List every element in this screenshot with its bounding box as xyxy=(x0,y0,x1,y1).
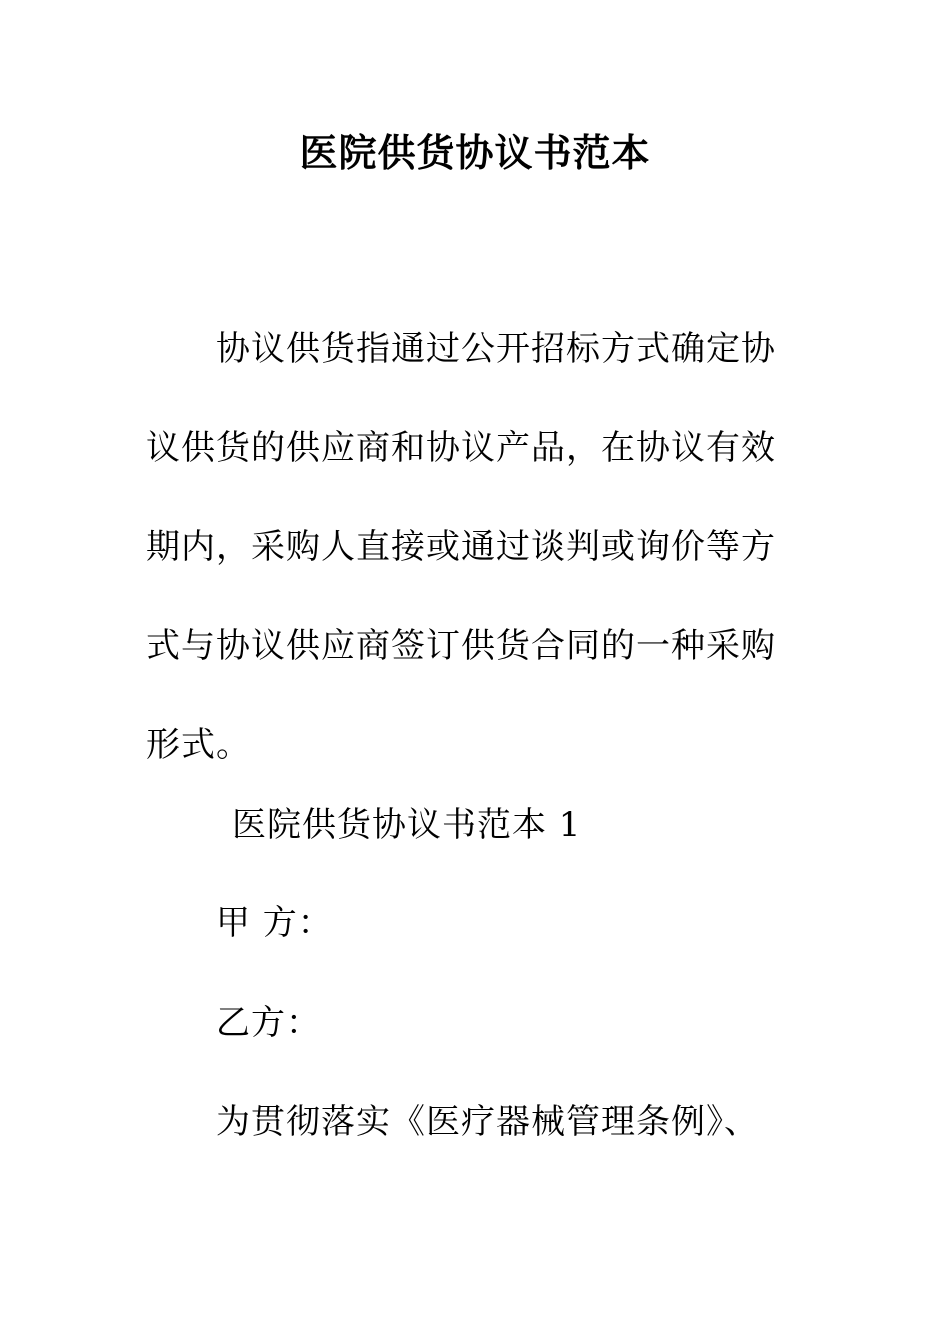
section-subtitle: 医院供货协议书范本 1 xyxy=(232,805,582,845)
document-title: 医院供货协议书范本 xyxy=(299,130,651,175)
party-a-label: 甲 方： xyxy=(216,903,333,943)
intro-paragraph: 协议供货指通过公开招标方式确定协议供货的供应商和协议产品，在协议有效期内，采购人直接或通过谈判或询价等方式与协议供应商签订供货合同的一种采购形式。 xyxy=(146,329,776,765)
party-b-label: 乙方： xyxy=(216,1003,321,1043)
body-paragraph: 为贯彻落实《医疗器械管理条例》、 xyxy=(216,1102,759,1142)
